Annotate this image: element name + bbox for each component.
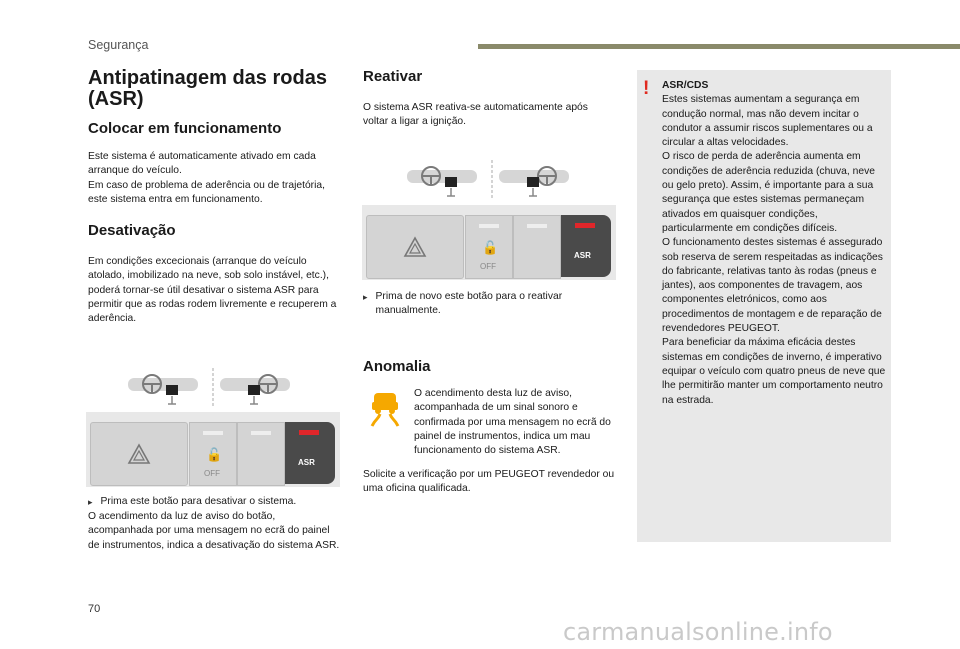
asr-button	[561, 215, 611, 277]
warning-text: Estes sistemas aumentam a segurança em condução normal, mas não devem incitar o condutor a assumir riscos suplementares ou a circular a altas velocidades. O risco de perda de aderência aumenta em condições de aderência reduzida (chuva, neve ou gelo preto). Assim, é importante para a sua segurança que estes sistemas permaneçam ativados em quaisquer condições, particularmente em condições difíceis. O funcionamento destes sistemas é assegurado sob reserva de serem respeitadas as indicações do fabricante, relativas tanto às rodas (pneus e jantes), aos componentes de travagem, aos componentes eletrónicos, como aos procedimentos de montagem e de reparação de revendedores PEUGEOT. Para beneficiar da máxima eficácia destes sistemas em condições de inverno, é imperativo equipar o veículo com quatro pneus de neve que lhe permitirão manter um comportamento neutro na estrada.	[662, 94, 886, 406]
text-deactivate-result: O acendimento da luz de aviso do botão, acompanhada por uma mensagem no ecrã do painel de instrumentos, indica a desativação do sistema ASR.	[88, 511, 340, 551]
watermark: carmanualsonline.info	[563, 618, 833, 646]
button-panel-2	[362, 205, 616, 280]
steering-wheel-icon-right	[220, 375, 290, 404]
heading-reactivate: Reativar	[363, 68, 423, 85]
heading-deactivate: Desativação	[88, 222, 176, 239]
lock-off-button	[465, 215, 513, 279]
off-label: OFF	[480, 262, 496, 271]
page-title: Antipatinagem das rodas (ASR)	[88, 67, 327, 110]
blank-button	[513, 215, 561, 279]
text-reactivate: O sistema ASR reativa-se automaticamente após voltar a ligar a ignição.	[363, 102, 588, 128]
exclamation-icon: !	[643, 78, 650, 99]
button-panel-1	[86, 412, 340, 487]
blank-button	[237, 422, 285, 486]
heading-activate: Colocar em funcionamento	[88, 120, 282, 137]
off-label: OFF	[204, 469, 220, 478]
header-bar	[478, 44, 960, 49]
asr-button	[285, 422, 335, 484]
text-anomaly: O acendimento desta luz de aviso, acompanhada de um sinal sonoro e confirmada por uma mensagem no ecrã do painel de instrumentos, indica um mau funcionamento do sistema ASR.	[414, 388, 611, 457]
asr-led	[299, 430, 319, 435]
text-anomaly-action: Solicite a verificação por um PEUGEOT revendedor ou uma oficina qualificada.	[363, 469, 615, 495]
skid-warning-icon	[366, 390, 404, 430]
bullet-reactivate: ▸ Prima de novo este botão para o reativar manualmente.	[363, 290, 613, 319]
page-number: 70	[88, 603, 101, 615]
steering-wheel-illustration	[128, 366, 298, 408]
asr-label: ASR	[574, 251, 591, 260]
warning-title: ASR/CDS	[662, 80, 709, 91]
steering-wheel-icon-right	[499, 167, 569, 196]
text-activate: Este sistema é automaticamente ativado em cada arranque do veículo. Em caso de problema de aderência ou de trajetória, este sistema entra em funcionamento.	[88, 151, 325, 205]
steering-wheel-illustration-2	[407, 158, 577, 200]
lock-off-button	[189, 422, 237, 486]
bullet-deactivate: ▸ Prima este botão para desativar o sistema.	[88, 495, 343, 509]
hazard-button	[90, 422, 188, 486]
steering-wheel-icon-left	[407, 167, 477, 196]
steering-wheel-icon-left	[128, 375, 198, 404]
bullet-arrow-icon: ▸	[363, 292, 368, 302]
asr-label: ASR	[298, 458, 315, 467]
section-label: Segurança	[88, 38, 149, 52]
text-deactivate: Em condições excecionais (arranque do veículo atolado, imobilizado na neve, sob solo instável, etc.), poderá tornar-se útil desativar o sistema ASR para permitir que as rodas rodem livremente e recuperem a aderência.	[88, 256, 337, 325]
asr-led	[575, 223, 595, 228]
bullet-arrow-icon: ▸	[88, 497, 93, 507]
lock-icon: 🔓	[206, 447, 223, 462]
lock-icon: 🔓	[482, 240, 499, 255]
warning-content	[662, 79, 888, 408]
heading-anomaly: Anomalia	[363, 358, 431, 375]
hazard-button	[366, 215, 464, 279]
